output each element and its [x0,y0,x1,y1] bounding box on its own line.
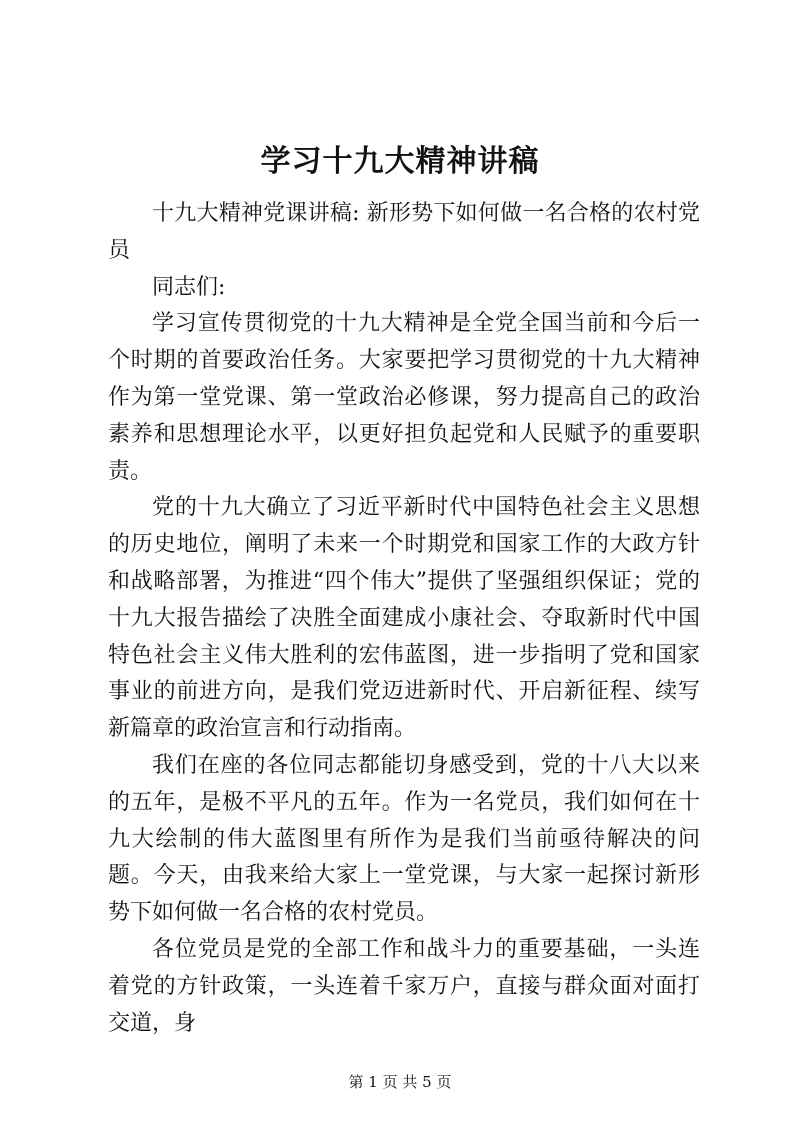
body-paragraph-2: 党的十九大确立了习近平新时代中国特色社会主义思想的历史地位，阐明了未来一个时期党和国家工作的大政方针和战略部署，为推进“四个伟大”提供了坚强组织保证；党的十九大报告描绘了决胜全面建成小康社会、夺取新时代中国特色社会主义伟大胜利的宏伟蓝图，进一步指明了党和国家事业的前进方向，是我们党迈进新时代、开启新征程、续写新篇章的政治宣言和行动指南。 [108,495,700,742]
body-paragraph-3: 我们在座的各位同志都能切身感受到，党的十八大以来的五年，是极不平凡的五年。作为一名党员，我们如何在十九大绘制的伟大蓝图里有所作为是我们当前亟待解决的问题。今天，由我来给大家上一堂党课，与大家一起探讨新形势下如何做一名合格的农村党员。 [108,752,700,926]
salutation-paragraph: 同志们: [152,274,226,300]
document-body [108,196,700,1042]
body-paragraph-1: 学习宣传贯彻党的十九大精神是全党全国当前和今后一个时期的首要政治任务。大家要把学习贯彻党的十九大精神作为第一堂党课、第一堂政治必修课，努力提高自己的政治素养和思想理论水平，以更好担负起党和人民赋予的重要职责。 [108,311,700,484]
subtitle-paragraph: 十九大精神党课讲稿: 新形势下如何做一名合格的农村党员 [108,201,700,263]
page-number-footer: 第 1 页 共 5 页 [348,1073,452,1091]
document-title: 学习十九大精神讲稿 [260,144,540,179]
body-paragraph-4: 各位党员是党的全部工作和战斗力的重要基础，一头连着党的方针政策，一头连着千家万户，直接与群众面对面打交道，身 [108,936,700,1036]
